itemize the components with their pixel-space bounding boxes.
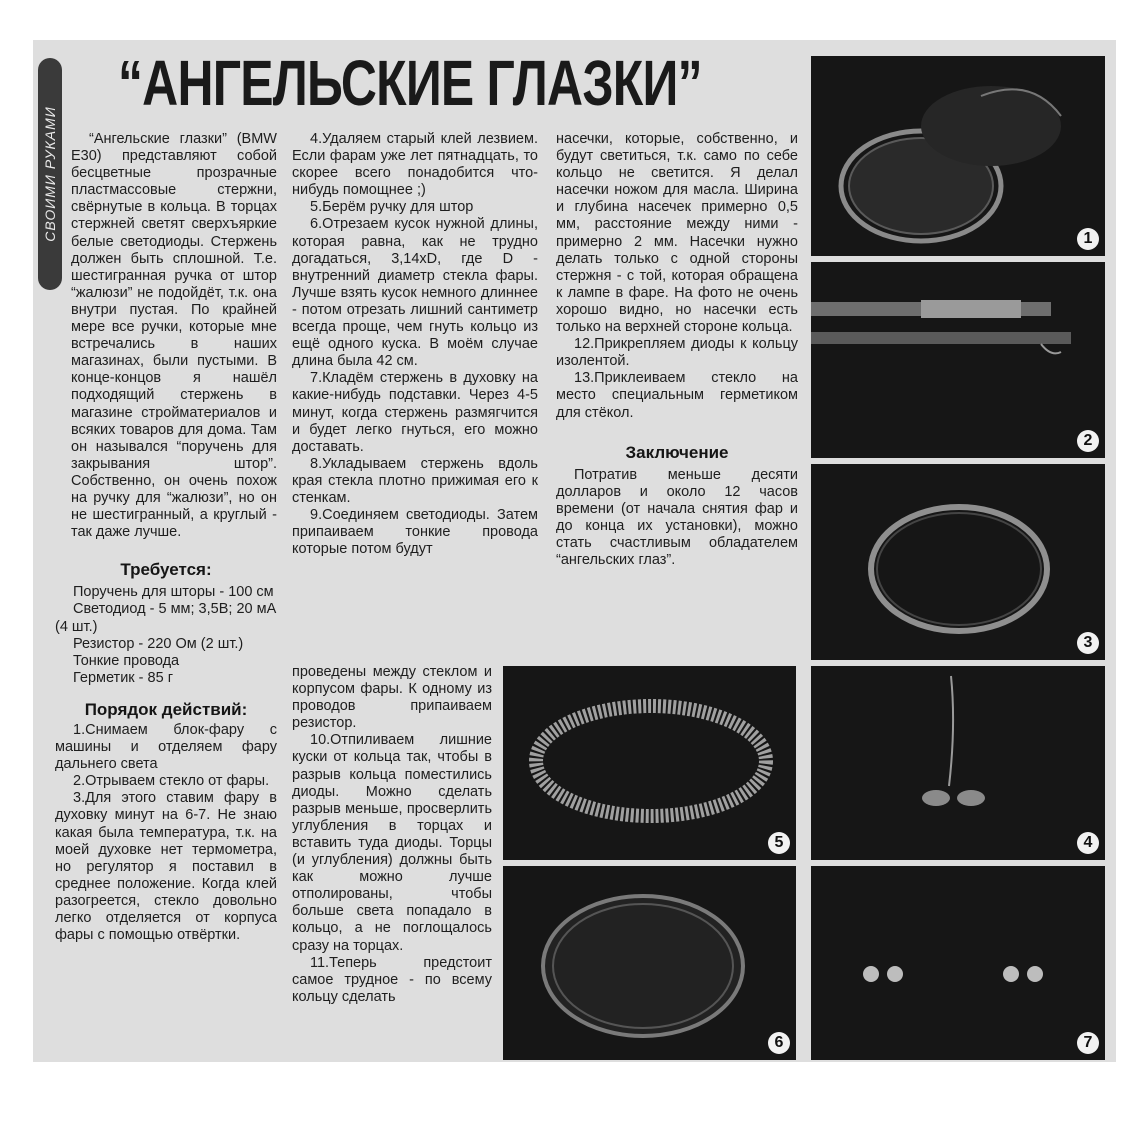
required-item: Поручень для шторы - 100 см bbox=[73, 584, 274, 601]
step-paragraph: 12.Прикрепляем диоды к кольцу изолентой. bbox=[556, 336, 798, 370]
step-paragraph: 10.Отпиливаем лишние куски от кольца так, чтобы в разрыв кольца поместились диоды. Можно сделать разрыв меньше, просверлить углубления в торцах и вставить туда диоды. Торцы (и углубления) должны быть как можно лучше отполированы, чтобы больше света попадало в кольцо, а не поглощалось сразу на торцах. bbox=[292, 732, 492, 954]
glass-with-ring-illustration bbox=[503, 866, 796, 1060]
article-title: “АНГЕЛЬСКИЕ ГЛАЗКИ” bbox=[118, 47, 702, 119]
photo-number: 2 bbox=[1077, 430, 1099, 452]
photo-number: 5 bbox=[768, 832, 790, 854]
step-paragraph: насечки, которые, собственно, и будут светиться, т.к. само по себе кольцо не светится. Я делал насечки ножом для масла. Ширина и глубина насечек примерно 0,5 мм, расстояние между ними - примерно 2 мм. Насечки нужно делать только с одной стороны стержня - с той, которая обращена к лампе в фаре. На фото не очень хорошо видно, но насечки есть только на верхней стороне кольца. bbox=[556, 131, 798, 336]
ring-in-headlight-illustration bbox=[811, 56, 1105, 256]
photo-7 bbox=[811, 866, 1105, 1060]
photo-2 bbox=[811, 262, 1105, 458]
required-list bbox=[55, 584, 277, 687]
conclusion-paragraph: Потратив меньше десяти долларов и около 12 часов времени (от начала снятия фар и до конца их установки), можно стать счастливым обладателем “ангельских глаз”. bbox=[556, 466, 798, 569]
required-item: Резистор - 220 Ом (2 шт.) bbox=[73, 635, 244, 652]
photo-6 bbox=[503, 866, 796, 1060]
notched-ring-illustration bbox=[503, 666, 796, 860]
step-paragraph: 1.Снимаем блок-фару с машины и отделяем фару дальнего света bbox=[55, 722, 277, 773]
photo-number: 3 bbox=[1077, 632, 1099, 654]
photo-5 bbox=[503, 666, 796, 860]
step-paragraph: 9.Соединяем светодиоды. Затем припаиваем тонкие провода которые потом будут bbox=[292, 507, 538, 558]
step-paragraph: 6.Отрезаем кусок нужной длины, которая равна, как не трудно догадаться, 3,14xD, где D - внутренний диаметр стекла фары. Лучше взять кусок немного длиннее - потом отрезать лишний сантиметр всегда проще, чем гнуть кольцо из ещё одного куска. В моём случае длина была 42 см. bbox=[292, 216, 538, 370]
conclusion-heading: Заключение bbox=[625, 442, 729, 462]
section-tag-label: СВОИМИ РУКАМИ bbox=[42, 106, 58, 242]
leds-wired-illustration bbox=[811, 666, 1105, 860]
step-paragraph: 11.Теперь предстоит самое трудное - по всему кольцу сделать bbox=[292, 954, 492, 1005]
ring-illustration bbox=[811, 464, 1105, 660]
required-item: Светодиод - 5 мм; 3,5В; 20 мА (4 шт.) bbox=[55, 601, 277, 635]
photo-number: 4 bbox=[1077, 832, 1099, 854]
step-paragraph: проведены между стеклом и корпусом фары. К одному из проводов припаиваем резистор. bbox=[292, 664, 492, 732]
step-paragraph: 2.Отрываем стекло от фары. bbox=[73, 773, 270, 790]
photo-4 bbox=[811, 666, 1105, 860]
step-paragraph: 4.Удаляем старый клей лезвием. Если фарам уже лет пятнадцать, то скорее всего понадобится что-нибудь помощнее ;) bbox=[292, 131, 538, 199]
required-heading: Требуется: bbox=[120, 560, 212, 580]
required-item: Тонкие провода bbox=[73, 652, 180, 669]
lit-headlights-illustration bbox=[811, 866, 1105, 1060]
column-1 bbox=[55, 131, 277, 944]
column-3 bbox=[556, 131, 798, 569]
photo-1 bbox=[811, 56, 1105, 256]
step-paragraph: 7.Кладём стержень в духовку на какие-нибудь подставки. Через 4-5 минут, когда стержень размягчится и будет легко гнуться, его можно доставать. bbox=[292, 370, 538, 455]
column-2-lower bbox=[292, 664, 492, 1006]
step-paragraph: 3.Для этого ставим фару в духовку минут на 6-7. Не знаю какая была температура, т.к. на моей духовке нет термометра, но регулятор я поставил в среднее положение. Когда клей разогреется, стекло довольно легко отделяется от корпуса фары с помощью отвёртки. bbox=[55, 790, 277, 944]
step-paragraph: 5.Берём ручку для штор bbox=[310, 199, 474, 216]
column-2 bbox=[292, 131, 538, 558]
photo-number: 7 bbox=[1077, 1032, 1099, 1054]
step-paragraph: 13.Приклеиваем стекло на место специальным герметиком для стёкол. bbox=[556, 370, 798, 421]
photo-3 bbox=[811, 464, 1105, 660]
required-item: Герметик - 85 г bbox=[73, 669, 173, 686]
step-paragraph: 8.Укладываем стержень вдоль края стекла плотно прижимая его к стенкам. bbox=[292, 455, 538, 506]
rod-illustration bbox=[811, 262, 1105, 458]
intro-paragraph: “Ангельские глазки” (BMW E30) представляют собой бесцветные прозрачные пластмассовые стержни, свёрнутые в кольца. В торцах стержней светят сверхъяркие белые светодиоды. Стержень должен быть сплошной. Т.е. шестигранная ручка от штор “жалюзи” не подойдёт, т.к. она внутри пустая. По крайней мере все ручки, которые мне встречались в наших магазинах, были пустыми. В конце-концов я нашёл подходящий стержень в магазине стройматериалов и всяких товаров для дома. Там он назывался “поручень для закрывания штор”. Собственно, он очень похож на ручку для “жалюзи”, но он не шестигранный, а круглый - так даже лучше. bbox=[71, 131, 277, 541]
photo-number: 1 bbox=[1077, 228, 1099, 250]
steps-heading: Порядок действий: bbox=[84, 699, 248, 719]
photo-number: 6 bbox=[768, 1032, 790, 1054]
